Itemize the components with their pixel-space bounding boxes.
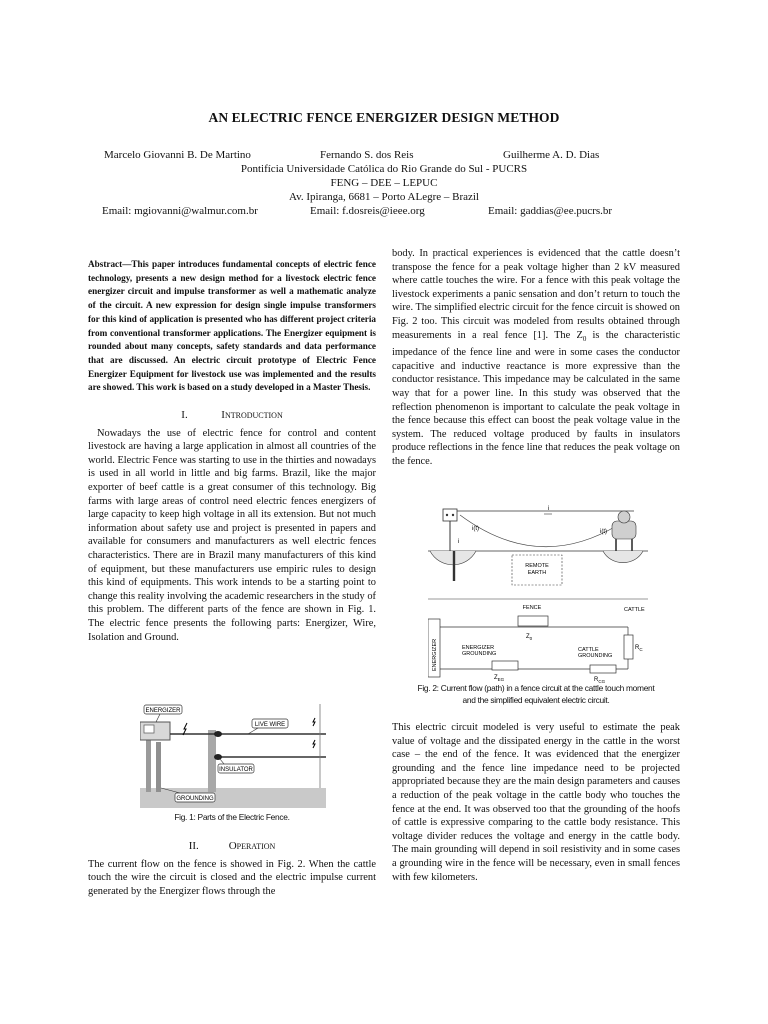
section-heading-introduction: [88, 409, 376, 423]
author-name: Guilherme A. D. Dias: [503, 149, 600, 161]
ground-area: [140, 788, 326, 808]
label-energizer: ENERGIZER: [145, 708, 181, 714]
cattle-icon: [612, 511, 636, 551]
label-cattle-grounding-2: GROUNDING: [578, 653, 613, 659]
current-flow-diagram: [428, 503, 648, 683]
cattle-voltage-paragraph: body. In practical experiences is evidenced that the cattle doesn’t transpose the fence for a peak voltage higher than 2 kV measured where cattle touches the wire. For a fence with this peak voltage the livestock experiments a panic sensation and don’t return to touch the wire. The simplified electric circuit for the fence circuit is showed on Fig. 2 too. This circuit was modeled from results obtained through measurements in a real fence [1]. The $Z_0$ is the characteristic impedance of the fence line and were in some cases the conductor capacitive and inductive reactance is more expressive than the conductor resistance. This impedance may be calculated in the same way that for a power line. In this study was observed that the reflection phenomenon is important to calculate the peak voltage in the fence because this effect can boost the peak voltage value in the system. The reduced voltage produced by faults in insulators produce reflections in the fence line that reduces the peak voltage on the fence.: [392, 248, 680, 467]
rc-resistor: [624, 635, 633, 659]
label-current-left: i(t): [472, 526, 479, 532]
author-email: Email: mgiovanni@walmur.com.br: [102, 205, 258, 217]
label-remote: REMOTE: [525, 563, 549, 569]
ground-rod: [156, 742, 161, 792]
author-block: [0, 149, 768, 219]
label-fence: FENCE: [522, 605, 542, 611]
current-path: [460, 515, 618, 547]
energizer-unit: [443, 509, 457, 521]
spark-icon: [313, 718, 315, 726]
introduction-paragraph: Nowadays the use of electric fence for control and content livestock are having a large application in almost all countries of the world. Electric Fence was starting to use in the thirties and nowadays is used in all world in little and big farms. Brazil, like the major exporter of beef cattle is a great consumer of this technology. Big farms with large areas of control need electric fences energizers of large capacity to keep high voltage in all its extension. But not much information about safety use and project is presented in papers and available for consumers and manufacturers as well electric fences characteristics. There are in Brazil many manufacturers of this kind of equipment, but these manufacturers use empiric rules to design this kind of equipments. This work intends to be a starting point to change this reality involving the academic researchers in the study of this problem. The different parts of the fence are shown in Fig. 1. The electric fence presents the following parts: Energizer, Wire, Isolation and Ground.: [88, 427, 376, 643]
address: Av. Ipiranga, 6681 – Porto ALegre – Brazil: [288, 191, 479, 203]
figure-1: [140, 702, 326, 808]
right-column-bottom: [392, 721, 680, 884]
label-rcg: $R_{CG}$: [594, 677, 606, 683]
left-column-bottom: [88, 840, 376, 898]
label-z0: $Z_0$: [526, 634, 533, 641]
affiliation: Pontifícia Universidade Católica do Rio Grande do Sul - PUCRS: [240, 163, 528, 175]
label-live-wire: LIVE WIRE: [254, 722, 286, 728]
section-number: II.: [188, 840, 199, 852]
energizer-post: [146, 734, 151, 792]
label-zeg: $Z_{EG}$: [494, 675, 505, 682]
abstract: Abstract—This paper introduces fundamental concepts of electric fence technology, presents a new design method for a livestock electric fence energizer circuit and impulse transformer as well a mathematic analyze of the circuit. A new expression for design single impulse transformers for this kind of application is presented who has different project criteria from conventional transformer applications. The Energizer equipment is rounded about many concepts, safety standards and data performance that are discussed. An electric circuit prototype of Electric Fence Energizer Equipment for livestock use was implemented and the results are showed. This work is based on a study developed in a Master Thesis.: [88, 259, 376, 393]
label-cattle-grounding-1: CATTLE: [578, 647, 599, 653]
figure-1-caption: Fig. 1: Parts of the Electric Fence.: [174, 812, 290, 822]
paper-title: AN ELECTRIC FENCE ENERGIZER DESIGN METHOD: [208, 110, 560, 125]
label-earth: EARTH: [527, 570, 547, 576]
department: FENG – DEE – LEPUC: [330, 177, 438, 189]
label-current-down: i: [458, 539, 460, 545]
section-heading-operation: [88, 840, 376, 854]
left-column: [88, 258, 376, 644]
label-current-right: i(t): [600, 529, 607, 535]
author-email: Email: f.dosreis@ieee.org: [310, 205, 425, 217]
insulator-top: [214, 731, 222, 737]
section-title: Introduction: [221, 409, 283, 422]
label-cattle: CATTLE: [624, 607, 645, 613]
fence-post: [208, 730, 216, 792]
spark-icon: [183, 723, 187, 735]
circuit-model-paragraph: This electric circuit modeled is very useful to estimate the peak value of voltage and the dissipated energy in the cattle in the worst case – the end of the fence. It was evidenced that the energizer grounding and the fence line impedance need to be projected appropriated because they are the main design parameters and causes a reduction of the peak voltage in the cattle body who touches the fence at the end. It was observed too that the grounding of the hoofs of cattle is expressive comparing to the cattle body resistance. This voltage divider reduces the voltage and energy in the cattle body. The main grounding will depend in soil resistivity and in some cases a grounding wire in the fence will be necessary, even in small fences with few kilometers.: [392, 722, 680, 883]
insulator-bottom: [214, 754, 222, 760]
label-grounding: GROUNDING: [176, 796, 214, 802]
cattle-ground-field: [603, 551, 643, 563]
section-title: Operation: [228, 840, 276, 852]
label-rc: $R_C$: [635, 645, 643, 652]
author-email: Email: gaddias@ee.pucrs.br: [488, 205, 613, 217]
operation-paragraph: The current flow on the fence is showed in Fig. 2. When the cattle touch the wire the circuit is closed and the electric impulse current generated by the Energizer flows through the: [88, 858, 376, 897]
author-name: Marcelo Giovanni B. De Martino: [104, 149, 251, 161]
figure-2-caption: Fig. 2: Current flow (path) in a fence circuit at the cattle touch moment and the simplified equivalent electric circuit.: [417, 683, 655, 705]
fence-parts-diagram: [140, 702, 326, 808]
right-column: [392, 247, 680, 469]
author-name: Fernando S. dos Reis: [320, 149, 414, 161]
label-energizer-grounding-2: GROUNDING: [462, 651, 497, 657]
zeg-impedance: [492, 661, 518, 670]
rcg-resistor: [590, 665, 616, 673]
label-energizer-grounding-1: ENERGIZER: [462, 645, 495, 651]
section-number: I.: [181, 409, 188, 422]
figure-2: [428, 503, 648, 683]
label-insulator: INSULATOR: [219, 767, 253, 773]
z0-impedance: [518, 616, 548, 626]
label-energizer-vertical: ENERGIZER: [432, 638, 438, 671]
label-current-top: i: [548, 506, 550, 512]
spark-icon: [313, 740, 315, 748]
